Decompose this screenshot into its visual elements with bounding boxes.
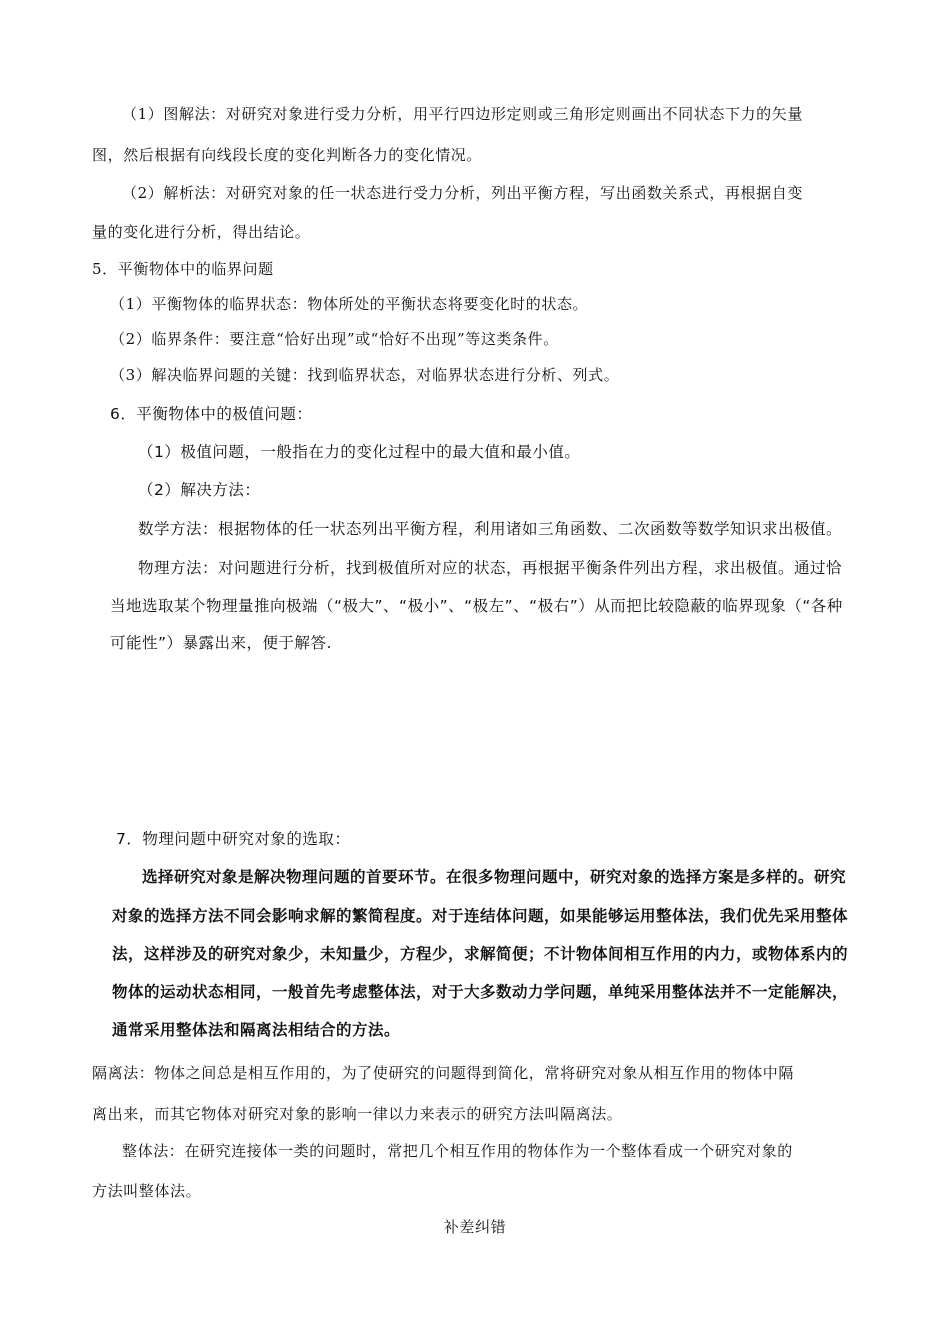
paragraph-physics-method-line2: 当地选取某个物理量推向极端（“极大”、“极小”、“极左”、“极右”）从而把比较隐蔽的临界现象（“各种 <box>110 597 843 615</box>
paragraph-isolation-method-line1: 隔离法：物体之间总是相互作用的，为了使研究的问题得到简化，常将研究对象从相互作用的物体中隔 <box>92 1064 795 1082</box>
heading-section-7: 7．物理问题中研究对象的选取： <box>116 830 351 848</box>
heading-section-5: 5．平衡物体中的临界问题 <box>92 260 274 278</box>
paragraph-object-selection-line2: 对象的选择方法不同会影响求解的繁简程度。对于连结体问题，如果能够运用整体法，我们优先采用整体 <box>112 907 849 925</box>
paragraph-object-selection-line4: 物体的运动状态相同，一般首先考虑整体法，对于大多数动力学问题，单纯采用整体法并不一定能解决， <box>112 983 849 1001</box>
paragraph-object-selection-line3: 法，这样涉及的研究对象少，未知量少，方程少，求解简便；不计物体间相互作用的内力，或物体系内的 <box>112 945 849 963</box>
item-critical-condition: （2）临界条件：要注意“恰好出现”或“恰好不出现”等这类条件。 <box>110 330 559 348</box>
item-extreme-definition: （1）极值问题，一般指在力的变化过程中的最大值和最小值。 <box>138 443 581 461</box>
item-solution-methods: （2）解决方法： <box>138 481 261 499</box>
paragraph-whole-method-line2: 方法叫整体法。 <box>92 1182 202 1200</box>
paragraph-isolation-method-line2: 离出来，而其它物体对研究对象的影响一律以力来表示的研究方法叫隔离法。 <box>92 1105 623 1123</box>
heading-section-6: 6．平衡物体中的极值问题： <box>110 405 313 423</box>
paragraph-analytic-method-line2: 量的变化进行分析，得出结论。 <box>92 223 311 241</box>
section-footer-title: 补差纠错 <box>443 1218 507 1236</box>
paragraph-graphic-method-line1: （1）图解法：对研究对象进行受力分析，用平行四边形定则或三角形定则画出不同状态下力的矢量 <box>122 105 803 123</box>
paragraph-math-method: 数学方法：根据物体的任一状态列出平衡方程，利用诸如三角函数、二次函数等数学知识求出极值。 <box>138 520 843 538</box>
paragraph-analytic-method-line1: （2）解析法：对研究对象的任一状态进行受力分析，列出平衡方程，写出函数关系式，再根据自变 <box>122 184 803 202</box>
item-critical-state: （1）平衡物体的临界状态：物体所处的平衡状态将要变化时的状态。 <box>110 295 589 313</box>
paragraph-physics-method-line3: 可能性”）暴露出来，便于解答. <box>110 634 332 652</box>
paragraph-graphic-method-line2: 图，然后根据有向线段长度的变化判断各力的变化情况。 <box>92 146 483 164</box>
paragraph-object-selection-line5: 通常采用整体法和隔离法相结合的方法。 <box>112 1021 401 1039</box>
paragraph-object-selection-line1: 选择研究对象是解决物理问题的首要环节。在很多物理问题中，研究对象的选择方案是多样的。研究 <box>142 868 847 886</box>
paragraph-whole-method-line1: 整体法：在研究连接体一类的问题时，常把几个相互作用的物体作为一个整体看成一个研究对象的 <box>122 1142 793 1160</box>
paragraph-physics-method-line1: 物理方法：对问题进行分析，找到极值所对应的状态，再根据平衡条件列出方程，求出极值。通过恰 <box>138 559 843 577</box>
item-critical-key: （3）解决临界问题的关键：找到临界状态，对临界状态进行分析、列式。 <box>110 366 620 384</box>
